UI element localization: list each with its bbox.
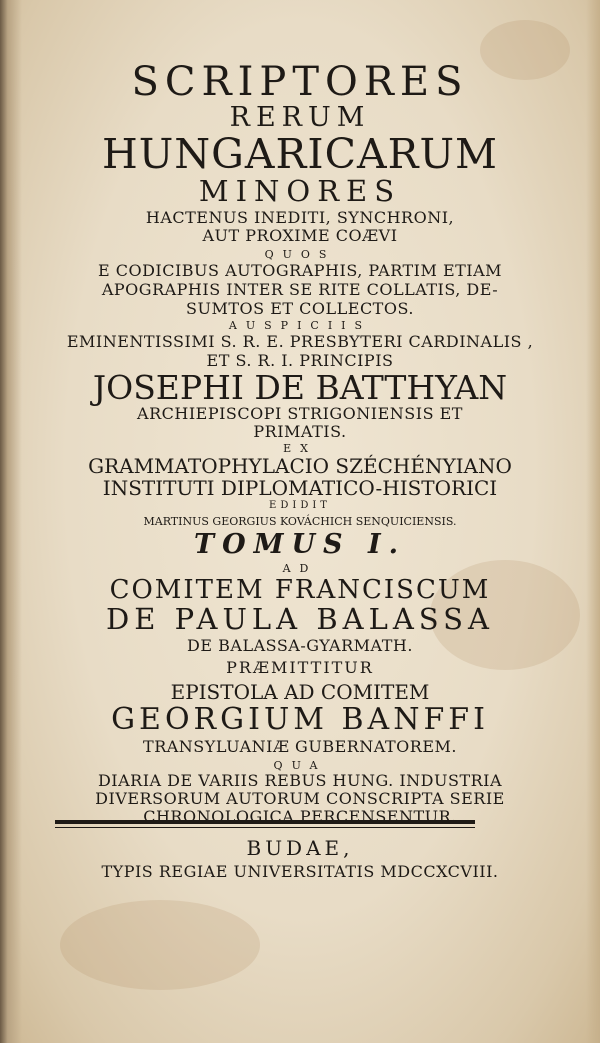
source-line-3: SUMTOS ET COLLECTOS. (186, 299, 414, 318)
imprint-printer: TYPIS REGIAE UNIVERSITATIS MDCCXCVIII. (101, 862, 499, 881)
ex-word: EX (283, 442, 317, 455)
epistola-line: EPISTOLA AD COMITEM (170, 680, 430, 704)
edidit-word: EDIDIT (269, 500, 331, 511)
title-line-2: RERUM (229, 102, 371, 133)
diaria-line-2: DIVERSORUM AUTORUM CONSCRIPTA SERIE (95, 789, 505, 808)
dedicatee-line-2: DE PAULA BALASSA (106, 602, 494, 636)
volume-number: TOMUS I. (194, 529, 406, 560)
ad-word: AD (282, 562, 318, 575)
dedicatee-line-1: COMITEM FRANCISCUM (109, 575, 491, 605)
diaria-line-1: DIARIA DE VARIIS REBUS HUNG. INDUSTRIA (97, 771, 503, 790)
subtitle-line-2: AUT PROXIME COÆVI (202, 226, 398, 245)
praemittitur-word: PRÆMITTITUR (226, 658, 374, 677)
patron-line-1: EMINENTISSIMI S. R. E. PRESBYTERI CARDINALIS , (66, 332, 534, 351)
paper-stain (60, 900, 260, 990)
patron-name: JOSEPHI DE BATTHYAN (92, 368, 508, 407)
auspiciis-word: AUSPICIIS (228, 319, 372, 332)
title-line-3: HUNGARICARUM (102, 130, 498, 178)
patron-title-1: ARCHIEPISCOPI STRIGONIENSIS ET (137, 404, 463, 423)
patron-title-2: PRIMATIS. (253, 422, 347, 441)
title-block (20, 60, 580, 825)
page-edge (586, 0, 600, 1043)
recipient-title: TRANSYLUANIÆ GUBERNATOREM. (143, 737, 457, 756)
patron-line-2: ET S. R. I. PRINCIPIS (206, 351, 394, 370)
diaria-line-3: CHRONOLOGICA PERCENSENTUR. (143, 807, 457, 826)
archive-line-2: INSTITUTI DIPLOMATICO-HISTORICI (102, 476, 498, 500)
subtitle-line-1: HACTENUS INEDITI, SYNCHRONI, (145, 208, 455, 227)
qua-word: QUA (273, 759, 327, 772)
source-line-2: APOGRAPHIS INTER SE RITE COLLATIS, DE- (101, 280, 499, 299)
quos-word: QUOS (264, 248, 336, 261)
imprint-block (20, 838, 580, 880)
dedicatee-line-3: DE BALASSA-GYARMATH. (187, 636, 413, 655)
archive-line-1: GRAMMATOPHYLACIO SZÉCHÉNYIANO (88, 454, 512, 478)
double-rule-thick (55, 820, 475, 824)
editor-name: MARTINUS GEORGIUS KOVÁCHICH SENQUICIENSIS. (143, 515, 457, 528)
imprint-place: BUDAE, (246, 836, 354, 860)
binding-shadow (0, 0, 22, 1043)
recipient-name: GEORGIUM BANFFI (111, 702, 489, 737)
double-rule-thin (55, 827, 475, 828)
title-line-4: MINORES (198, 174, 402, 208)
title-line-1: SCRIPTORES (131, 59, 469, 105)
source-line-1: E CODICIBUS AUTOGRAPHIS, PARTIM ETIAM (97, 261, 503, 280)
